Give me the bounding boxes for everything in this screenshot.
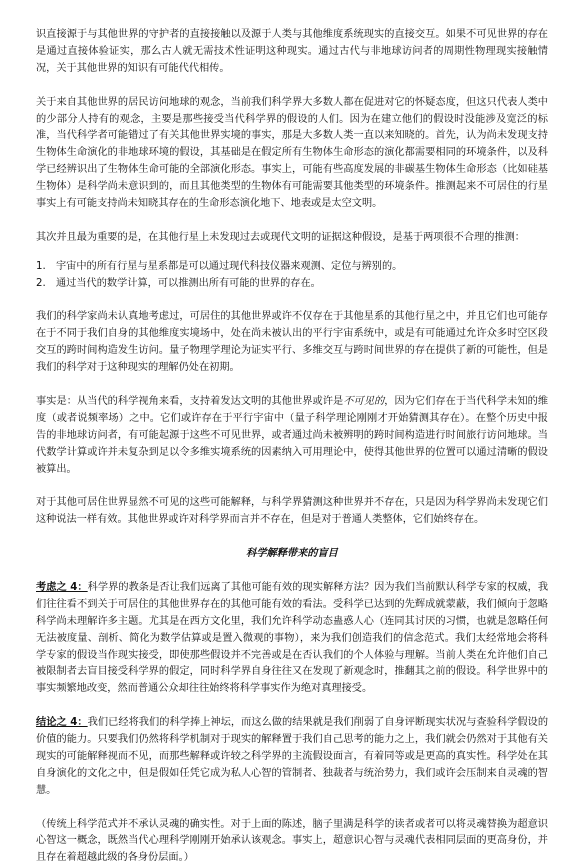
- paragraph-6: 对于其他可居住世界显然不可见的这些可能解释，与科学界猜测这种世界并不存在，只是因为科学界尚未发现它们这种说法一样有效。其他世界或许对科学界而言并不存在，但是对于普通人类整体，它们始终存在。: [36, 497, 548, 526]
- text-run: 事实是：从当代的科学视角来看，支持着发达文明的其他世界或许是: [36, 395, 344, 407]
- spacer: [36, 563, 548, 580]
- text-run: ，因为它们存在于当代科学未知的维度（或者说频率场）之中。它们或许存在于平行宇宙中（量子科学理论刚刚才开始猜测其存在）。在整个历史中报告的非地球访问者，有可能起源于这些不可见世界，或者通过尚未被辨明的跨时间构造进行时间旅行访问地球。当代数学计算或许并未复杂到足以令多维实境系统的因素纳入可用理论中，使得其他世界的位置可以通过清晰的假设被算出。: [36, 395, 549, 475]
- paragraph-3: 其次并且最为重要的是，在其他行星上未发现过去或现代文明的证据这种假设，是基于两项很不合理的推测：: [36, 231, 525, 243]
- text-run: 科学界的教条是否让我们远离了其他可能有效的现实解释方法？因为我们当前默认科学专家的权威，我们往往看不到关于可居住的其他世界存在的其他可能有效的看法。受科学已达到的先辉成就蒙蔽，我们倾向于忽略科学尚未理解许多主题。尤其是在西方文化里，我们允许科学动态蛊惑人心（连同其讨厌的习惯，也就是忽略任何无法被度量、剖析、简化为数学估算或是置入微观的事物），来为我们创造我们的信念范式。我们太经常地会将科学专家的假设当作现实接受，即使那些假设并不完善或是在否认我们的个人体验与理解。当前人类在允许他们自己被限制者去盲目接受科学界的假定，同时科学界自身往往又在发现了新观念时，推翻其之前的假设。科学世界中的事实频繁地改变，然而普通公众却往往始终将科学事实作为绝对真理接受。: [36, 581, 549, 695]
- paragraph-7: [36, 580, 548, 698]
- spacer: [36, 377, 548, 394]
- list-item: [36, 259, 548, 276]
- text-run: 我们已经将我们的科学捧上神坛，而这么做的结果就是我们削弱了自身评断现实状况与查验科学假设的价值的能力。只要我们仍然将科学机制对于现实的解释置于我们自己思考的能力之上，我们就会仍然对于其他有关现实的可能解释视而不见，而那些解释或许较之科学界的主流假设面言，有着同等或是更高的真实性。科学处在其自身演化的文化之中，但是假如任凭它成为私人心智的管制者、独裁者与统治势力，我们或许会压制来自灵魂的智慧。: [36, 717, 549, 796]
- paragraph-9: （传统上科学范式并不承认灵魂的确实性。对于上面的陈述，脑子里满是科学的读者或者可以将灵魂替换为超意识心智这一概念，既然当代心理科学刚刚开始承认该观念。事实上，超意识心智与灵魂代表相同层面的更高身份，并且存在着超越此级的各身份层面。）: [36, 818, 548, 864]
- emphasis-text: 不可见的: [343, 395, 385, 407]
- paragraph-4: 我们的科学家尚未认真地考虑过，可居住的其他世界或许不仅存在于其他星系的其他行星之中，并且它们也可能存在于不同于我们自身的其他维度实境场中，处在尚未被认出的平行宇宙系统中，或是有可能通过允许众多时空区段交互的跨时间构造发生访问。量子物理学理论为证实平行、多维交互与跨时间世界的存在提供了新的可能性，但是我们的科学对于这种现实的理解仍处在初期。: [36, 311, 548, 374]
- numbered-list: [36, 259, 548, 293]
- paragraph-1: 识直接源于与其他世界的守护者的直接接触以及源于人类与其他维度系统现实的直接交互。如果不可见世界的存在是通过直接体验证实，那么古人就无需技术性证明这种现实。通过古代与非地球访问者的周期性物理现实接触情况，关于其他世界的知识有可能代代相传。: [36, 29, 548, 74]
- consideration-label: 考虑之 4：: [36, 581, 88, 593]
- paragraph-8: [36, 715, 548, 800]
- spacer: [36, 529, 548, 546]
- spacer: [36, 800, 548, 817]
- spacer: [36, 78, 548, 95]
- list-number: 2.: [36, 277, 46, 289]
- spacer: [36, 698, 548, 715]
- list-number: 1.: [36, 260, 46, 272]
- list-item: [36, 276, 548, 293]
- document-page: [36, 27, 548, 867]
- spacer: [36, 293, 548, 310]
- spacer: [36, 247, 548, 259]
- spacer: [36, 479, 548, 496]
- spacer: [36, 213, 548, 230]
- conclusion-label: 结论之 4：: [36, 717, 88, 729]
- list-text: 宇宙中的所有行星与星系都是可以通过现代科技仪器来观测、定位与辨别的。: [56, 260, 403, 272]
- list-text: 通过当代的数学计算，可以推测出所有可能的世界的存在。: [56, 277, 321, 289]
- section-title: 科学解释带来的盲目: [246, 548, 338, 560]
- paragraph-5: [36, 394, 548, 479]
- paragraph-2: 关于来自其他世界的居民访问地球的观念，当前我们科学界大多数人都在促进对它的怀疑态度，但这只代表人类中的少部分人持有的观念，主要是那些接受当代科学界的假设的人们。因为在建立他们的假设时没能涉及宽泛的标准，当代科学者可能错过了有关其他世界实境的事实，那是大多数人类一直以来知晓的。首先，认为尚未发现支持生物体生命演化的非地球环境的假设，其基础是在假定所有生物体生命形态的演化都需要相同的环境条件，以及科学已经辨识出了生物体生命可能的全部演化形态。事实上，可能有些高度发展的非碳基生物体生命形态（比如硅基生物体）是科学尚未意识到的，而且其他类型的生物体有可能需要其他类型的环境条件。推测起来不可居住的行星事实上有可能支持尚未知晓其存在的生命形态演化地下、地表或是太空文明。: [36, 96, 548, 210]
